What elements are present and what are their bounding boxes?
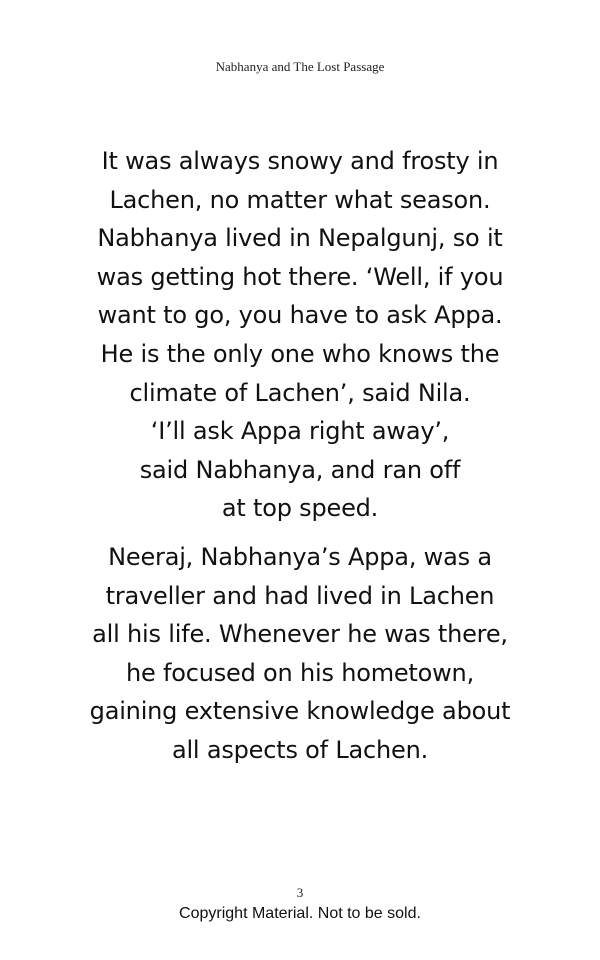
page-number: 3 bbox=[296, 885, 304, 900]
text-line: Lachen, no matter what season. bbox=[109, 185, 491, 214]
paragraph-2 bbox=[0, 538, 600, 770]
story-text bbox=[0, 142, 600, 770]
text-line: all aspects of Lachen. bbox=[171, 735, 429, 764]
paragraph-1 bbox=[0, 142, 600, 528]
text-line: He is the only one who knows the bbox=[100, 339, 500, 368]
text-line: all his life. Whenever he was there, bbox=[92, 620, 508, 649]
text-line: traveller and had lived in Lachen bbox=[105, 581, 495, 610]
text-line: he focused on his hometown, bbox=[125, 658, 474, 687]
text-line: Nabhanya lived in Nepalgunj, so it bbox=[97, 224, 503, 253]
text-line: It was always snowy and frosty in bbox=[101, 147, 499, 175]
text-line: ‘I’ll ask Appa right away’, bbox=[150, 417, 450, 446]
copyright-notice: Copyright Material. Not to be sold. bbox=[179, 905, 421, 922]
text-line: gaining extensive knowledge about bbox=[89, 697, 511, 726]
text-line: said Nabhanya, and ran off bbox=[139, 455, 461, 484]
text-line: climate of Lachen’, said Nila. bbox=[129, 378, 471, 407]
text-line: want to go, you have to ask Appa. bbox=[97, 301, 503, 330]
text-line: Neeraj, Nabhanya’s Appa, was a bbox=[108, 542, 492, 571]
text-line: at top speed. bbox=[221, 494, 379, 523]
running-header: Nabhanya and The Lost Passage bbox=[215, 59, 385, 74]
text-line: was getting hot there. ‘Well, if you bbox=[96, 262, 504, 291]
